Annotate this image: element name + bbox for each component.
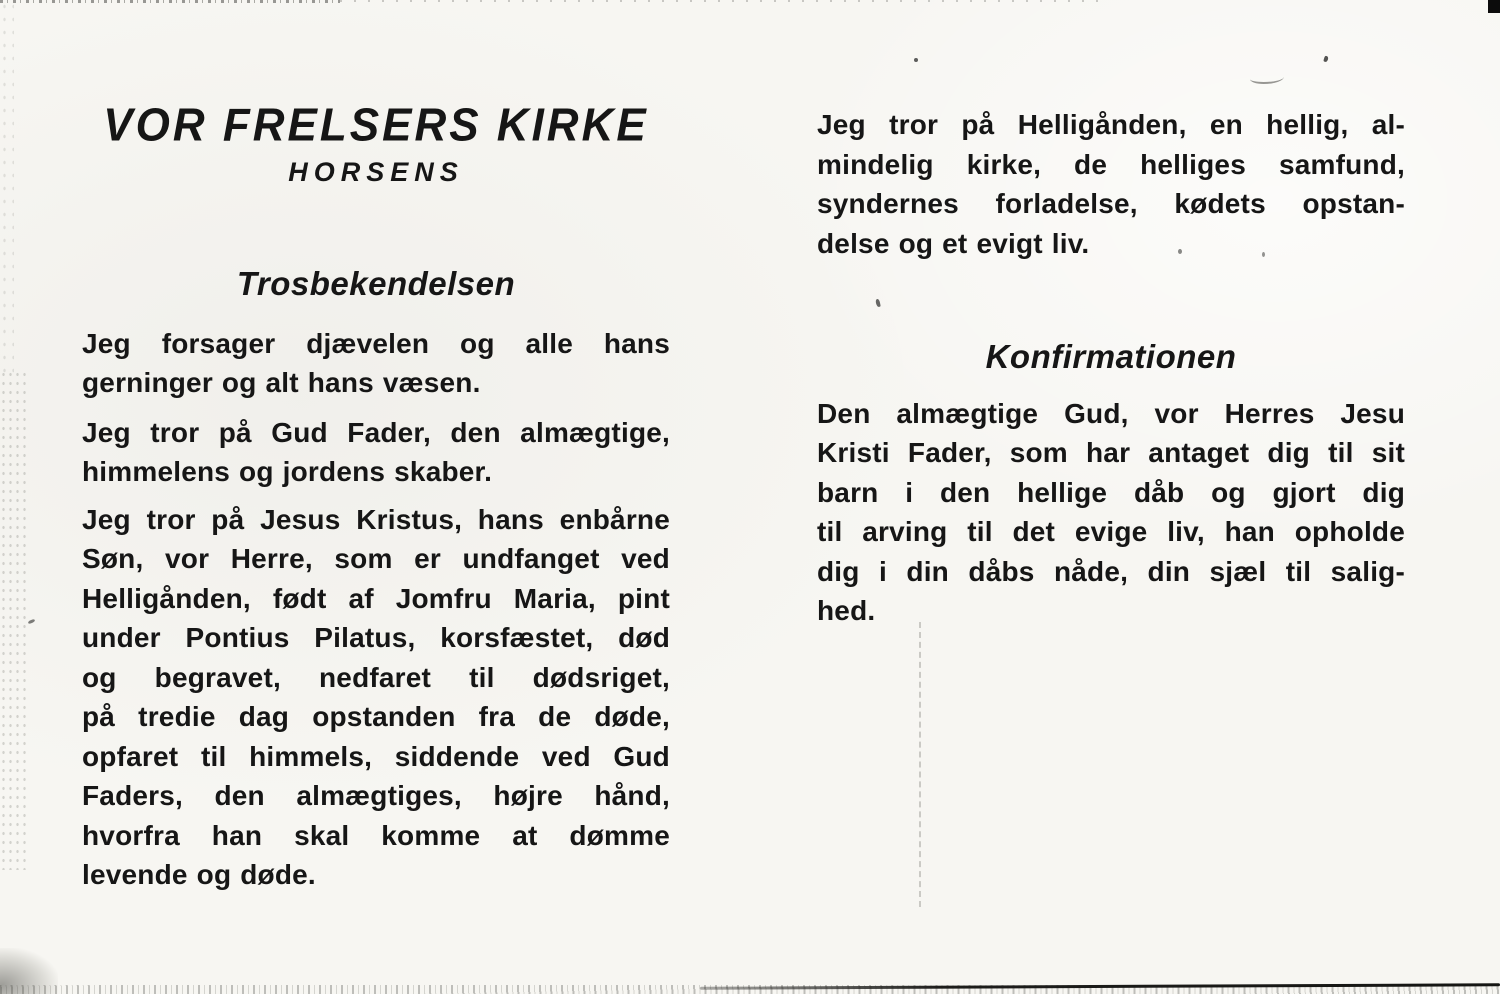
text-line: delse og et evigt liv. bbox=[817, 227, 1090, 259]
scan-bottom-edge-line bbox=[700, 983, 1500, 989]
text-line: syndernes forladelse, kødets opstan- bbox=[817, 188, 1405, 219]
text-line: hvorfra han skal komme at dømme bbox=[82, 819, 670, 851]
text-line: barn i den hellige dåb og gjort dig bbox=[817, 476, 1405, 508]
text-line: Søn, vor Herre, som er undfanget ved bbox=[82, 543, 670, 575]
creed-paragraph-3 bbox=[82, 500, 670, 895]
text-line: under Pontius Pilatus, korsfæstet, død bbox=[82, 622, 670, 654]
creed-paragraph-4 bbox=[817, 105, 1405, 263]
text-line: Jeg tror på Gud Fader, den almægtige, bbox=[82, 416, 670, 448]
text-line: Faders, den almægtiges, højre hånd, bbox=[82, 780, 670, 812]
text-line: til arving til det evige liv, han opholde bbox=[817, 516, 1405, 548]
text-line: Helligånden, født af Jomfru Maria, pint bbox=[82, 582, 670, 614]
creed-section-heading: Trosbekendelsen bbox=[236, 265, 516, 303]
scan-bottom-edge-noise bbox=[0, 985, 1500, 994]
text-line: Den almægtige Gud, vor Herres Jesu bbox=[817, 397, 1405, 429]
scan-corner-mark bbox=[1488, 0, 1500, 13]
text-line: på tredie dag opstanden fra de døde, bbox=[82, 701, 670, 733]
text-line: og begravet, nedfaret til dødsriget, bbox=[82, 661, 670, 693]
booklet-fold-line bbox=[919, 622, 921, 907]
text-line: opfaret til himmels, siddende ved Gud bbox=[82, 740, 670, 772]
confirmation-section-heading: Konfirmationen bbox=[985, 338, 1237, 375]
text-line: Kristi Fader, som har antaget dig til sit bbox=[817, 437, 1405, 469]
creed-paragraph-1 bbox=[82, 324, 670, 403]
left-page bbox=[82, 0, 670, 895]
text-line: dig i din dåbs nåde, din sjæl til salig- bbox=[817, 555, 1405, 587]
text-line: mindelig kirke, de helliges samfund, bbox=[817, 148, 1405, 180]
text-line: levende og døde. bbox=[82, 859, 316, 891]
text-line: Jeg forsager djævelen og alle hans bbox=[82, 327, 670, 359]
text-line: Jeg tror på Jesus Kristus, hans enbårne bbox=[82, 503, 670, 535]
confirmation-paragraph-1 bbox=[817, 394, 1405, 631]
text-line: gerninger og alt hans væsen. bbox=[82, 367, 481, 399]
text-line: hed. bbox=[817, 595, 876, 627]
scan-speck bbox=[28, 619, 36, 625]
creed-paragraph-2 bbox=[82, 413, 670, 492]
scan-left-edge-grain-top bbox=[0, 0, 14, 380]
scan-left-edge-grain bbox=[0, 370, 26, 870]
scan-bottom-left-smudge bbox=[0, 948, 58, 994]
text-line: Jeg tror på Helligånden, en hellig, al- bbox=[817, 109, 1405, 140]
church-name-title: VOR FRELSERS KIRKE bbox=[103, 99, 649, 152]
church-city-subtitle: HORSENS bbox=[288, 157, 464, 188]
text-line: himmelens og jordens skaber. bbox=[82, 456, 493, 488]
right-page bbox=[817, 0, 1405, 631]
